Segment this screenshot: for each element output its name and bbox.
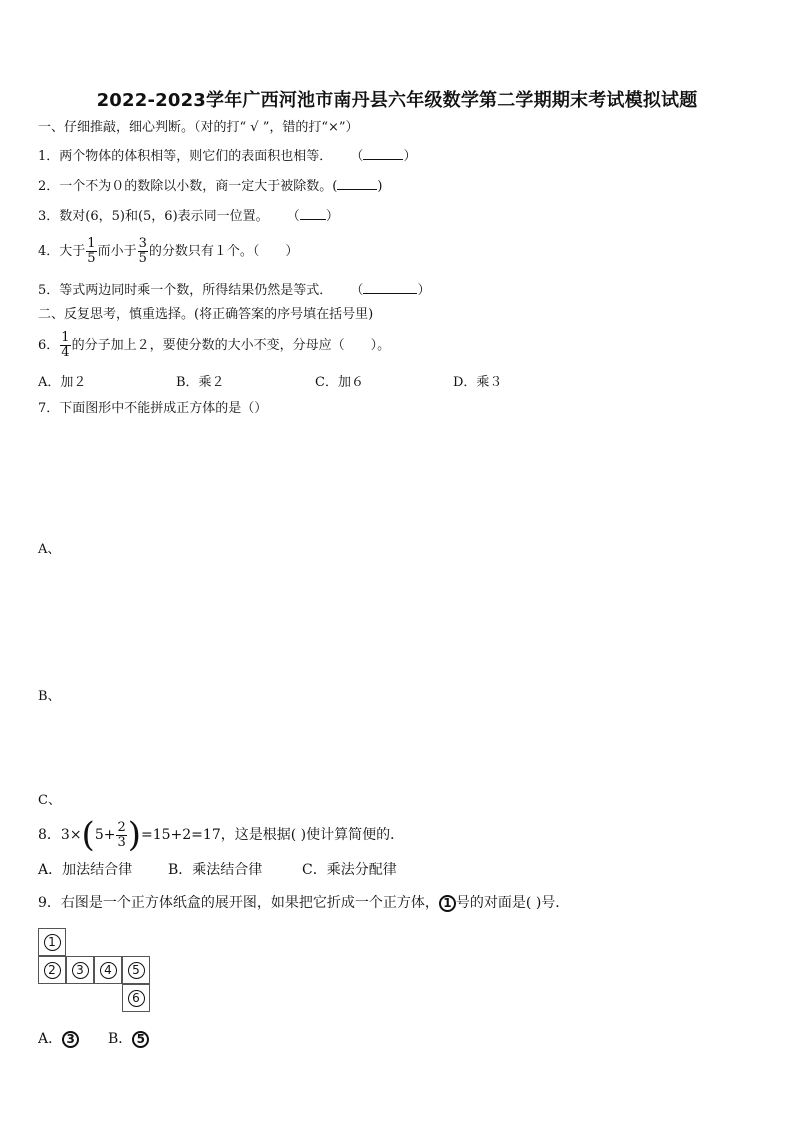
- fraction-one-quarter: $\frac{1}{4}$: [61, 330, 70, 360]
- question-1-text: 1．两个物体的体积相等，则它们的表面积也相等．: [38, 149, 333, 164]
- q9-option-b-value: 5: [132, 1031, 149, 1048]
- question-3: [38, 207, 339, 225]
- q9-option-a[interactable]: [38, 1029, 79, 1049]
- question-7: 7．下面图形中不能拼成正方体的是（）: [38, 401, 268, 416]
- fraction-two-thirds: $\frac{2}{3}$: [117, 819, 126, 850]
- q7-option-c[interactable]: C、: [38, 793, 61, 808]
- question-9-text-after: 号的对面是( )号．: [455, 895, 570, 911]
- net-cell-2: 2: [38, 956, 66, 984]
- q6-option-c[interactable]: C．加６: [315, 375, 364, 390]
- q8-paren-close: ): [127, 815, 141, 855]
- q9-option-b-label: B．: [108, 1031, 133, 1047]
- question-8: [38, 813, 404, 857]
- question-3-paren-open: （: [286, 209, 300, 224]
- q7-option-b[interactable]: B、: [38, 689, 61, 704]
- question-5-paren-open: （: [350, 283, 364, 298]
- question-6: [38, 326, 390, 366]
- question-1-paren-close: ）: [403, 149, 417, 164]
- question-2-paren-close: ): [377, 179, 383, 194]
- question-4-suffix: 的分数只有１个。（ ）: [148, 244, 299, 259]
- net-cell-1: 1: [38, 928, 66, 956]
- question-1-paren-open: （: [350, 149, 364, 164]
- question-5-paren-close: ）: [417, 283, 431, 298]
- section1-heading: 一、仔细推敲，细心判断。（对的打“ √ ”，错的打“×”）: [38, 120, 359, 135]
- answer-blank-5[interactable]: [363, 281, 417, 294]
- q6-option-a[interactable]: A．加２: [38, 375, 87, 390]
- question-4-middle: 而小于: [97, 244, 137, 259]
- answer-blank-2[interactable]: [337, 177, 377, 190]
- question-3-text: 3．数对(6，5)和(5，6)表示同一位置。: [38, 209, 269, 224]
- question-3-paren-close: ）: [325, 209, 339, 224]
- section2-heading: 二、反复思考，慎重选择。(将正确答案的序号填在括号里): [38, 307, 374, 322]
- question-6-suffix: 的分子加上２，要使分数的大小不变，分母应（ ）。: [71, 338, 391, 353]
- question-9: [38, 893, 569, 913]
- q9-option-b[interactable]: [108, 1029, 149, 1049]
- question-1: [38, 147, 416, 165]
- q6-option-d[interactable]: D．乘３: [453, 375, 503, 390]
- q8-option-c[interactable]: C．乘法分配律: [302, 862, 397, 878]
- question-4-prefix: 4．大于: [38, 244, 86, 259]
- q8-inner-left: 5+: [94, 827, 116, 843]
- answer-blank-3[interactable]: [300, 207, 326, 220]
- question-2-paren-open: (: [332, 179, 338, 194]
- question-2: [38, 177, 382, 195]
- q6-option-b[interactable]: B．乘２: [176, 375, 225, 390]
- net-cell-5: 5: [122, 956, 150, 984]
- net-cell-6: 6: [122, 984, 150, 1012]
- question-4: [38, 233, 298, 271]
- q7-option-a[interactable]: A、: [38, 542, 61, 557]
- q8-paren-open: (: [81, 815, 95, 855]
- q8-option-a[interactable]: A．加法结合律: [38, 862, 133, 878]
- question-9-text-before: 9．右图是一个正方体纸盒的展开图，如果把它折成一个正方体，: [38, 895, 439, 911]
- q8-option-b[interactable]: B．乘法结合律: [168, 862, 263, 878]
- question-6-prefix: 6．: [38, 338, 60, 353]
- question-2-text: 2．一个不为０的数除以小数，商一定大于被除数。: [38, 179, 333, 194]
- cube-net-figure: [38, 928, 154, 1016]
- fraction-three-fifths: $\frac{3}{5}$: [138, 236, 147, 266]
- fraction-one-fifth: $\frac{1}{5}$: [87, 236, 96, 266]
- page-title: 2022-2023学年广西河池市南丹县六年级数学第二学期期末考试模拟试题: [96, 90, 698, 111]
- net-cell-3: 3: [66, 956, 94, 984]
- question-8-prefix: 8．3×: [38, 827, 82, 843]
- circled-number-ref: 1: [439, 895, 456, 912]
- answer-blank-1[interactable]: [363, 147, 403, 160]
- question-5: [38, 281, 430, 299]
- q9-option-a-value: 3: [62, 1031, 79, 1048]
- net-cell-4: 4: [94, 956, 122, 984]
- question-5-text: 5．等式两边同时乘一个数，所得结果仍然是等式．: [38, 283, 333, 298]
- question-8-suffix: =15+2=17，这是根据( )使计算简便的．: [141, 827, 405, 843]
- q9-option-a-label: A．: [38, 1031, 63, 1047]
